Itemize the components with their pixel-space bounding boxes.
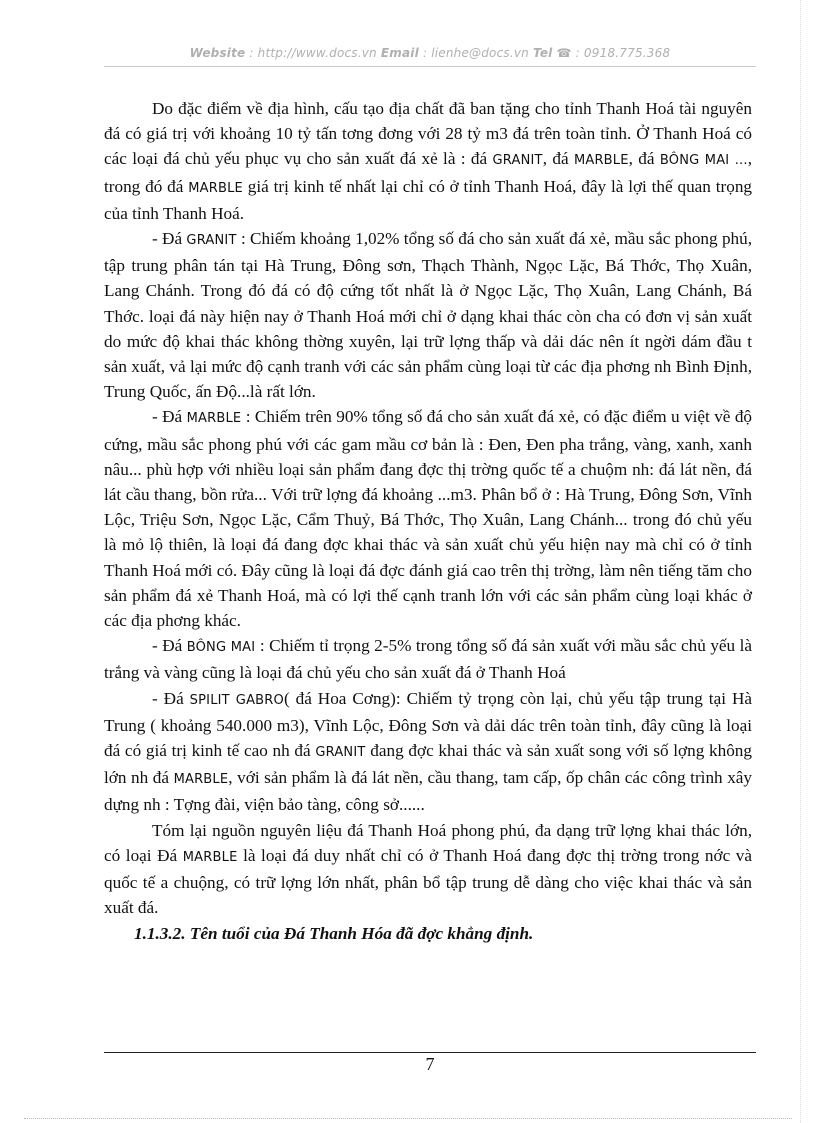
term-marble: MARBLE (188, 180, 243, 196)
text-run: - Đá (152, 407, 183, 427)
email-value: : lienhe@docs.vn (422, 46, 529, 60)
page-number: 7 (425, 1054, 435, 1074)
term-spilit-gabro: SPILIT GABRO (189, 692, 284, 708)
text-run: - Đá (152, 229, 183, 249)
text-run: là loại đá duy nhất chỉ có ở Thanh Hoá đang đợc thị trờng trong nớc và quốc tế a chuộng, có trữ lợng lớn nhất, phân bổ tập trung dễ dàng cho việc khai thác và sản xuất đá. (104, 845, 752, 918)
header-divider (104, 66, 756, 67)
paragraph-granit (104, 226, 752, 404)
paragraph-marble (104, 404, 752, 633)
text-run: ( đá Hoa Cơng): Chiếm tỷ trọng còn lại, chủ yếu tập trung tại Hà Trung ( khoảng 540.000 m3), Vĩnh Lộc, Đông Sơn và dải dác trên toàn tỉnh, đây cũng là loại đá có giá trị kinh tế cao nh đá (104, 688, 752, 761)
text-run: Do đặc điểm về địa hình, cấu tạo địa chất đã ban tặng cho tỉnh Thanh Hoá tài nguyên đá có giá trị với khoảng 10 tỷ tấn tơng đơng với 28 tỷ m3 đá trên toàn tỉnh. Ở Thanh Hoá có các loại đá chủ yếu phục vụ cho sản xuất đá xẻ là : đá (104, 99, 752, 169)
term-granit: GRANIT (186, 233, 237, 249)
paragraph-summary (104, 818, 752, 921)
text-run: : Chiếm khoảng 1,02% tổng số đá cho sản xuất đá xẻ, mầu sắc phong phú, tập trung phân tán tại Hà Trung, Đông sơn, Thạch Thành, Ngọc Lặc, Bá Thớc, Thọ Xuân, Lang Chánh. Trong đó đá có độ cứng tốt nhất là ở Ngọc Lặc, Thọ Xuân, Lang Chánh, Bá Thớc. loại đá này hiện nay ở Thanh Hoá mới chỉ ở dạng khai thác còn cha có đơn vị sản xuất do mức độ khai thác không thờng xuyên, lại trữ lợng thấp và dải dác nên ít ngời dám đầu t sản xuất, vả lại mức độ cạnh tranh với các sản phẩm cùng loại từ các địa phơng nh Bình Định, Trung Quốc, ấn Độ...là rất lớn. (104, 229, 753, 402)
text-run: , trong đó đá (104, 149, 753, 196)
email-label: Email (380, 46, 419, 60)
paragraph-bong-mai (104, 633, 752, 685)
term-marble: MARBLE (182, 849, 238, 865)
page-header (104, 46, 756, 60)
website-label: Website (189, 46, 246, 60)
term-bong-mai: BÔNG MAI (186, 640, 256, 656)
paragraph-intro (104, 96, 752, 226)
text-run: Tóm lại nguồn nguyên liệu đá Thanh Hoá phong phú, đa dạng trữ lợng khai thác lớn, có loại Đá (104, 820, 752, 865)
tel-label: Tel (533, 46, 553, 60)
text-run: , đá (628, 149, 655, 169)
tel-value: ☎ : 0918.775.368 (556, 46, 671, 60)
footer-divider (104, 1052, 756, 1053)
term-granit: GRANIT (315, 745, 366, 761)
website-value: : http://www.docs.vn (249, 46, 377, 60)
section-subheading: 1.1.3.2. Tên tuổi của Đá Thanh Hóa đã đợc khẳng định. (134, 923, 534, 943)
text-run: - Đá (152, 636, 183, 656)
term-marble: MARBLE (173, 772, 229, 788)
paragraph-spilit-gabro (104, 686, 752, 818)
text-run: , đá (542, 149, 569, 169)
text-run: , với sản phẩm là đá lát nền, cầu thang, tam cấp, ốp chân các công trình xây dựng nh : Tợng đài, viện bảo tàng, công sở...... (104, 768, 753, 815)
page-bottom-border (24, 1118, 792, 1119)
text-run: : Chiếm trên 90% tổng số đá cho sản xuất đá xẻ, có đặc điểm u việt về độ cứng, mầu sắc phong phú với các gam mầu cơ bản là : Đen, Đen pha trắng, vàng, xanh, xanh nâu... phù hợp với nhiều loại sản phẩm đang đợc thị trờng quốc tế a chuộm nh: đá lát nền, đá lát cầu thang, bồn rửa... Với trữ lợng đá khoảng ...m3. Phân bổ ở : Hà Trung, Đông Sơn, Vĩnh Lộc, Triệu Sơn, Ngọc Lặc, Cẩm Thuỷ, Bá Thớc, Thọ Xuân, Lang Chánh... trong đó chủ yếu là mỏ lộ thiên, là loại đá đang đợc khai thác và sản xuất chủ yếu hiện nay mà chỉ có ở tỉnh Thanh Hoá mới có. Đây cũng là loại đá đợc đánh giá cao trên thị trờng, làm nên tiếng tăm cho sản phẩm đá xẻ Thanh Hoá, mà có lợi thế cạnh tranh lớn với các sản phẩm cùng loại khác ở các địa phơng khác. (104, 407, 753, 631)
term-bong-mai: BÔNG MAI ... (659, 153, 748, 169)
term-granit: GRANIT (492, 153, 543, 169)
text-run: : Chiếm tỉ trọng 2-5% trong tổng số đá sản xuất với mầu sắc chủ yếu là trắng và vàng cũng là loại đá chủ yếu cho sản xuất đá ở Thanh Hoá (104, 636, 753, 683)
term-marble: MARBLE (573, 153, 629, 169)
page-right-border (800, 0, 801, 1123)
text-run: - Đá (152, 688, 184, 708)
body-text (104, 96, 752, 946)
text-run: giá trị kinh tế nhất lại chỉ có ở tỉnh Thanh Hoá, đây là lợi thế quan trọng của tỉnh Thanh Hoá. (104, 176, 753, 223)
term-marble: MARBLE (186, 411, 242, 427)
text-run: đang đợc khai thác và sản xuất song với số lợng không lớn nh đá (104, 741, 752, 788)
